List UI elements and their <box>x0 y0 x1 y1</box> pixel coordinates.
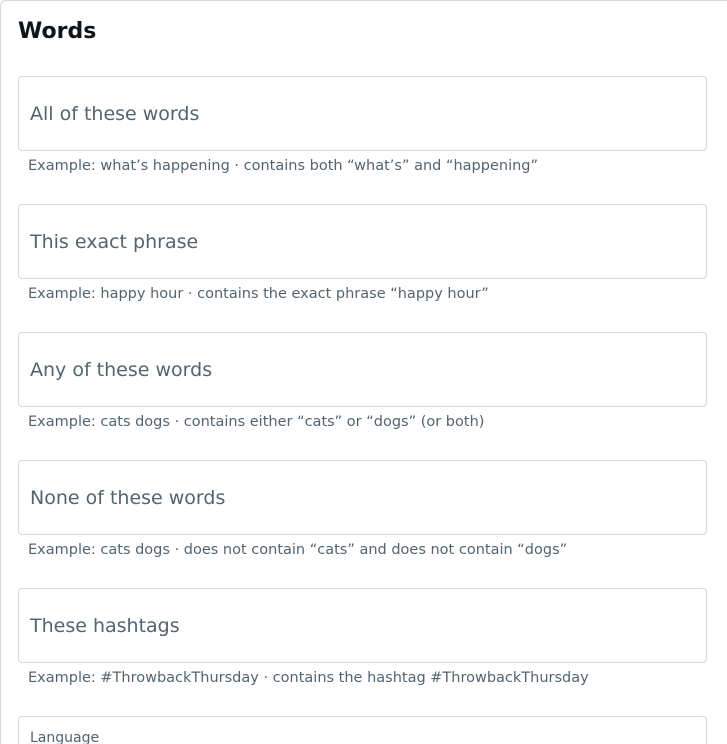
hashtags-input[interactable] <box>18 588 707 663</box>
language-label: Language <box>30 730 100 744</box>
any-words-input[interactable] <box>18 332 707 407</box>
all-words-input[interactable] <box>18 76 707 151</box>
none-words-placeholder: None of these words <box>30 487 226 509</box>
none-words-input[interactable] <box>18 460 707 535</box>
exact-phrase-placeholder: This exact phrase <box>30 231 199 253</box>
hashtags-placeholder: These hashtags <box>30 615 180 637</box>
all-words-placeholder: All of these words <box>30 103 200 125</box>
section-title: Words <box>18 19 97 44</box>
language-select[interactable] <box>18 716 707 744</box>
exact-phrase-help: Example: happy hour · contains the exact phrase “happy hour” <box>28 286 489 302</box>
exact-phrase-input[interactable] <box>18 204 707 279</box>
none-words-help: Example: cats dogs · does not contain “cats” and does not contain “dogs” <box>28 542 568 558</box>
any-words-placeholder: Any of these words <box>30 359 213 381</box>
any-words-help: Example: cats dogs · contains either “cats” or “dogs” (or both) <box>28 414 485 430</box>
all-words-help: Example: what’s happening · contains both “what’s” and “happening” <box>28 158 539 174</box>
hashtags-help: Example: #ThrowbackThursday · contains the hashtag #ThrowbackThursday <box>28 670 589 686</box>
